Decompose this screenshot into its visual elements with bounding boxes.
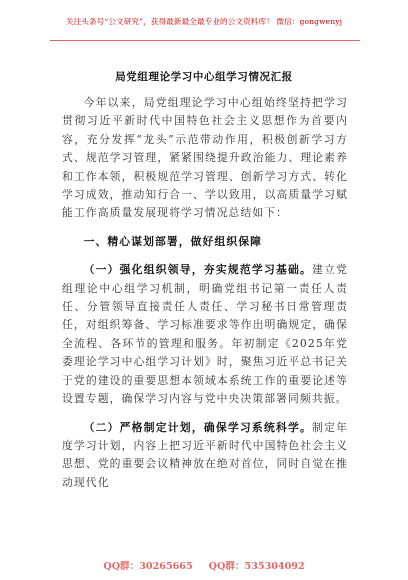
document-body bbox=[62, 94, 348, 492]
intro-paragraph: 今年以来，局党组理论学习中心组始终坚持把学习贯彻习近平新时代中国特色社会主义思想作为首要内容，充分发挥“龙头”示范带动作用，积极创新学习方式、规范学习管理，紧紧围绕提升政治能力、理论素养和工作本领，积极规范学习管理、创新学习方式、转化学习成效，推动知行合一、学以致用，以高质量学习赋能工作高质量发展现将学习情况总结如下： bbox=[62, 96, 348, 220]
paragraph-1 bbox=[62, 261, 348, 408]
footer-qq-groups bbox=[0, 558, 408, 572]
document-title: 局党组理论学习中心组学习情况汇报 bbox=[115, 71, 293, 83]
section-heading-1: 一、精心谋划部署，做好组织保障 bbox=[83, 234, 263, 248]
paragraph-2-body: 制定年度学习计划，内容上把习近平新时代中国特色社会主义思想、党的重要会议精神放在绝对首位，同时自觉在推动现代化 bbox=[62, 420, 348, 489]
paragraph-1-body: 建立党组理论中心组学习机制，明确党组书记第一责任人责任、分管领导直接责任人责任、学习秘书日常管理责任，对组织筹备、学习标准要求等作出明确规定，确保全流程、各环节的管理和服务。年初制定《2025年党委理论学习中心组学习计划》时，聚焦习近平总书记关于党的建设的重要思想本领域本系统工作的重要论述等设置专题，确保学习内容与党中央决策部署同频共振。 bbox=[62, 263, 348, 406]
footer-qq-1: QQ群：30265665 bbox=[103, 561, 193, 572]
paragraph-2 bbox=[62, 419, 348, 493]
header-divider bbox=[50, 40, 360, 41]
header-banner: 关注头条号“公文研究”，获得最新最全最专业的公文资料库！ 微信：gongwenyj bbox=[65, 17, 343, 26]
footer-qq-2: QQ群：535304092 bbox=[208, 561, 305, 572]
paragraph-1-lead: （一）强化组织领导，夯实规范学习基础。 bbox=[83, 263, 313, 277]
paragraph-2-lead: （二）严格制定计划，确保学习系统科学。 bbox=[83, 420, 313, 434]
